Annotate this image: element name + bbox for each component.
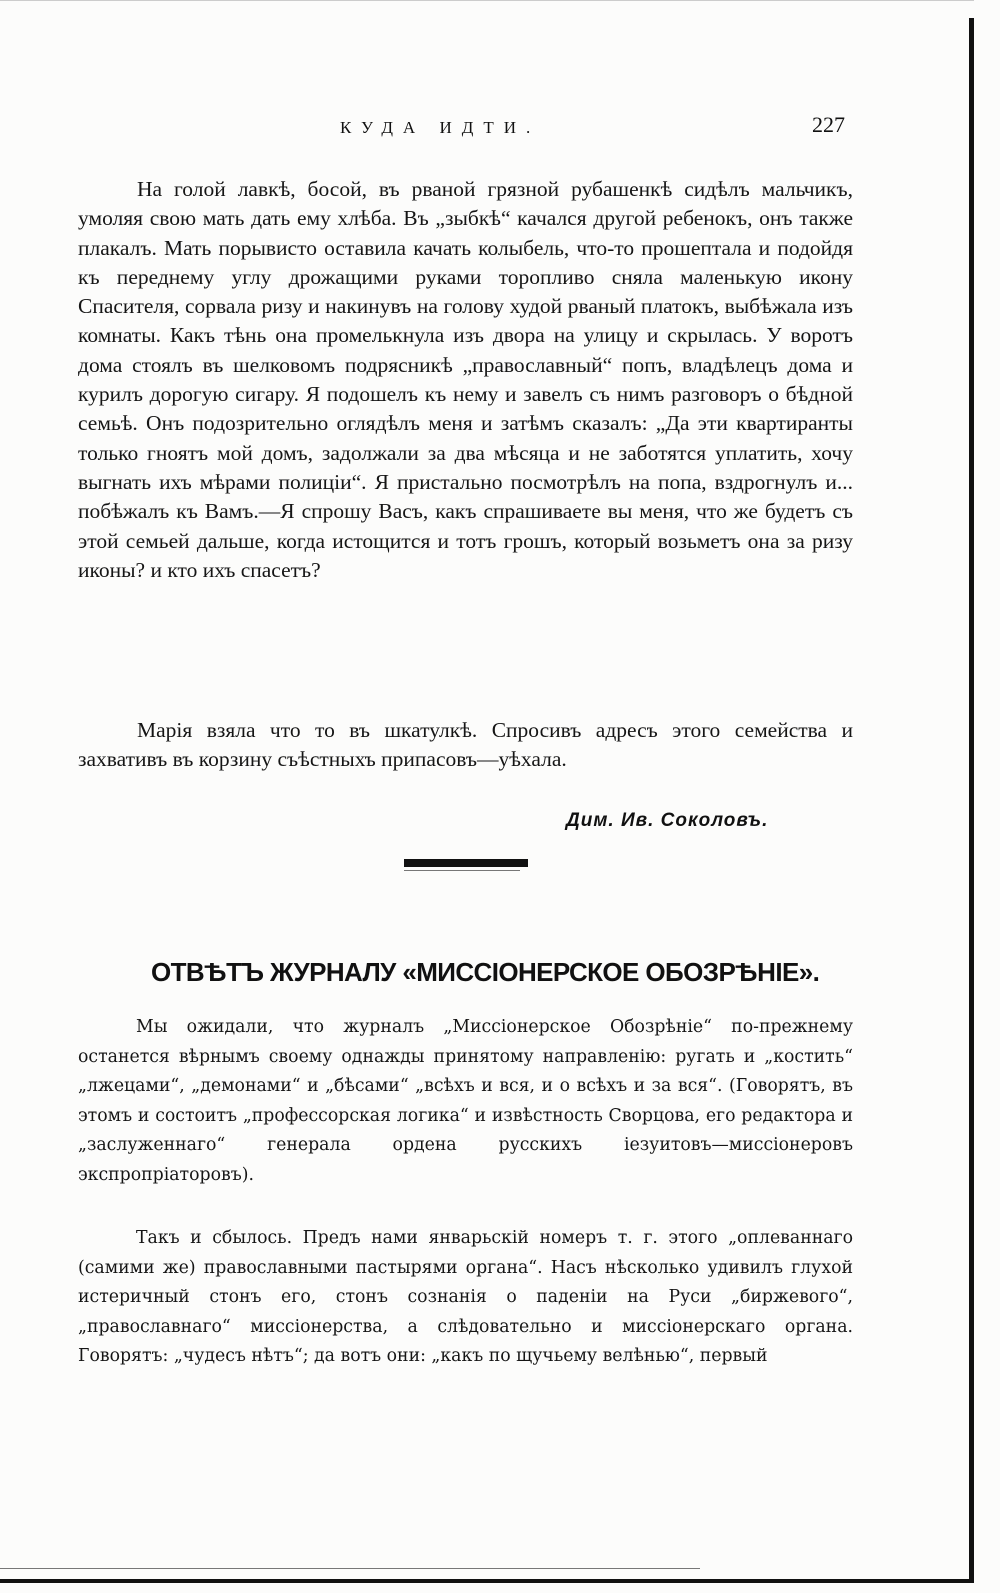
page-bottom-edge bbox=[0, 1579, 974, 1583]
essay-paragraph-2: Марія взяла что то въ шкатулкѣ. Спросивъ адресъ этого семейства и захвативъ въ корзину съѣстныхъ припасовъ—уѣхала. bbox=[78, 718, 853, 772]
author-signature: Дим. Ив. Соколовъ. bbox=[566, 810, 769, 831]
page-top-edge bbox=[0, 0, 974, 1]
article-title: ОТВѢТЪ ЖУРНАЛУ «МИССІОНЕРСКОЕ ОБОЗРѢНІЕ». bbox=[151, 957, 820, 987]
page-bottom-rule bbox=[0, 1568, 700, 1569]
article-paragraph-1: Мы ожидали, что журналъ „Миссіонерское Обозрѣніе“ по-прежнему останется вѣрнымъ своему однажды принятому направленію: ругать и „костить“ „лжецами“, „демонами“ и „бѣсами“ „всѣхъ и вся, и о всѣхъ и за вся“. (Говорятъ, въ этомъ и состоитъ „профессорская логика“ и извѣстность Сворцова, его редактора и „заслуженнаго“ генерала ордена русскихъ іезуитовъ—миссіонеровъ экспропріаторовъ). bbox=[78, 1017, 853, 1185]
page-number: 227 bbox=[812, 112, 845, 137]
article-paragraph-2: Такъ и сбылось. Предъ нами январьскій номеръ т. г. этого „оплеваннаго (самими же) православными пастырями органа“. Насъ нѣсколько удивилъ глухой истеричный стонъ его, стонъ сознанія о паденіи на Руси „биржевого“, „православнаго“ миссіонерства, а слѣдовательно и миссіонерскаго органа. Говорятъ: „чудесъ нѣтъ“; да вотъ они: „какъ по щучьему велѣнью“, первый bbox=[78, 1228, 853, 1366]
page-right-edge bbox=[969, 18, 974, 1581]
running-head: КУДА ИДТИ. bbox=[340, 118, 541, 137]
section-divider bbox=[404, 859, 528, 867]
section-divider-underline bbox=[404, 870, 520, 871]
essay-paragraph-1: На голой лавкѣ, босой, въ рваной грязной рубашенкѣ сидѣлъ мальчикъ, умоляя свою мать дать ему хлѣба. Въ „зыбкѣ“ качался другой ребенокъ, онъ также плакалъ. Мать порывисто оставила качать колыбель, что-то прошептала и подойдя къ переднему углу дрожащими руками торопливо сняла маленькую икону Спасителя, сорвала ризу и накинувъ на голову худой рваный платокъ, выбѣжала изъ комнаты. Какъ тѣнь она промелькнула изъ двора на улицу и скрылась. У воротъ дома стоялъ въ шелковомъ подрясникѣ „православный“ попъ, владѣлецъ дома и курилъ дорогую сигару. Я подошелъ къ нему и завелъ съ нимъ разговоръ о бѣдной семьѣ. Онъ подозрительно оглядѣлъ меня и затѣмъ сказалъ: „Да эти квартиранты только гноятъ мой домъ, задолжали за два мѣсяца и не заботятся уплатить, хочу выгнать ихъ мѣрами полиціи“. Я пристально посмотрѣлъ на попа, вздрогнулъ и... побѣжалъ къ Вамъ.—Я спрошу Васъ, какъ спрашиваете вы меня, что же будетъ съ этой семьей дальше, когда истощится и тотъ грошъ, который возьметъ она за ризу иконы? и кто ихъ спасетъ? bbox=[78, 177, 853, 582]
